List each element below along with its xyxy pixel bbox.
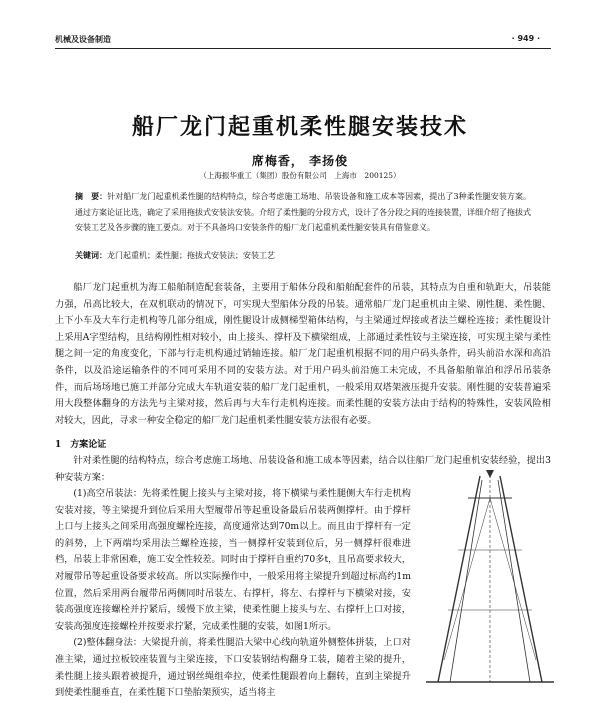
- section-intro-paragraph: 针对柔性腿的结构特点，综合考虑施工场地、吊装设备和施工成本等因素，结合以往船厂龙门起重机安装经验，提出3种安装方案：: [55, 455, 551, 483]
- left-tower-inner-line: [450, 480, 482, 682]
- abstract-label: 摘 要：: [75, 191, 108, 201]
- abstract-text: 针对船厂龙门起重机柔性腿的结构特点，综合考虑施工场地、吊装设备和施工成本等因素，提出了3种柔性腿安装方案。通过方案论证比选，确定了采用拖拔式安装法安装。介绍了柔性腿的分段方式，设计了各分段之间的连接装置，详细介绍了拖拔式安装工艺及各步骤的施工要点。对于不具备坞口安装条件的船厂龙门起重机柔性腿安装具有借鉴意义。: [75, 192, 532, 232]
- journal-name: 机械及设备制造: [55, 35, 111, 44]
- abstract-block: [75, 189, 531, 236]
- section-heading: 1 方案论证: [55, 440, 107, 450]
- article-title: 船厂龙门起重机柔性腿安装技术: [131, 114, 468, 140]
- right-tower-line: [500, 476, 542, 682]
- method-1-paragraph: (1)高空吊装法：先将柔性腿上接头与主梁对接，将下横梁与柔性腿侧大车行走机构安装对接，等主梁提升到位后采用大型履带吊等起重设备最后吊装两侧撑杆。由于撑杆上口与上接头之间采用高强度螺栓连接，高度通常达到70m以上。而且由于撑杆有一定的斜势，上下两端均采用法兰螺栓连接，当一侧撑杆安装到位后，另一侧撑杆很难进档，吊装上非常困难，施工安全性较差。同时由于撑杆自重约70多t，且吊高要求较大，对履带吊等起重设备要求较高。所以实际操作中，一般采用将主梁提升到超过标高约1m位置，然后采用两台履带吊两侧同时吊装左、右撑杆，将左、右撑杆与下横梁对接，安装高强度连接螺栓并拧紧后，缓慢下放主梁，使柔性腿上接头与左、右撑杆上口对接，安装高强度连接螺栓并按要求拧紧，完成柔性腿的安装，如图1所示。: [55, 488, 411, 632]
- section-body-column: [55, 486, 411, 702]
- keywords-block: [75, 250, 531, 261]
- method-2-paragraph: (2)整体翻身法：大梁提升前，将柔性腿沿大梁中心线向轨道外侧整体拼装，上口对准主梁，通过拉板铰座装置与主梁连接，下口安装钢结构翻身工装，随着主梁的提升，柔性腿上接头跟着被提升，通过钢丝绳组牵拉，使柔性腿跟着向上翻转，直到主梁提升到使柔性腿垂直，在柔性腿下口垫胎架预实，适当将主: [55, 637, 411, 699]
- left-tower-line: [438, 476, 480, 682]
- hook-arrow-icon: [486, 470, 494, 478]
- keywords-label: 关键词：: [75, 250, 107, 260]
- sling-left: [444, 498, 490, 660]
- intro-paragraph: 船厂龙门起重机为海工船舶制造配套装备，主要用于船体分段和船舶配套件的吊装，其特点为自重和轨距大，吊装能力强，吊高比较大，在双机联动的情况下，可实现大型船体分段的吊装。通常船厂龙门起重机由主梁、刚性腿、柔性腿、上下小车及大车行走机构等几部分组成，刚性腿设计成侧梯型箱体结构，与主梁通过焊接或者法兰螺栓连接；柔性腿设计上采用A字型结构，且结构刚性相对较小，由上接头、撑杆及下横梁组成，上部通过柔性铰与主梁连接，可实现主梁与柔性腿之间一定的角度变化，下部与行走机构通过销轴连接。船厂龙门起重机根据不同的用户码头条件，码头前沿水深和高沿条件，以及沿途运输条件的不同可采用不同的安装方法。对于用户码头前沿施工未完成，不具备船舶靠泊和浮吊吊装条件，而后场场地已施工并部分完成大车轨道安装的船厂龙门起重机，一般采用双塔架液压提升安装。刚性腿的安装普遍采用大段整体翻身的方法先与主梁对接，然后再与大车行走机构连接。而柔性腿的安装方法由于结构的特殊性，安装风险相对较大，因此，寻求一种安全稳定的船厂龙门起重机柔性腿安装方法很有必要。: [55, 282, 551, 426]
- right-tower-inner-line: [498, 480, 530, 682]
- header-rule: [55, 48, 551, 49]
- sling-right: [490, 498, 536, 660]
- keywords-text: 龙门起重机；柔性腿；拖拔式安装法；安装工艺: [107, 251, 275, 260]
- author-line: 席梅香， 李扬俊: [251, 154, 349, 168]
- crane-leg-diagram: [420, 470, 560, 690]
- affiliation-line: （上海振华重工（集团）股份有限公司 上海市 200125）: [199, 171, 401, 180]
- page-number: · 949 ·: [511, 34, 540, 43]
